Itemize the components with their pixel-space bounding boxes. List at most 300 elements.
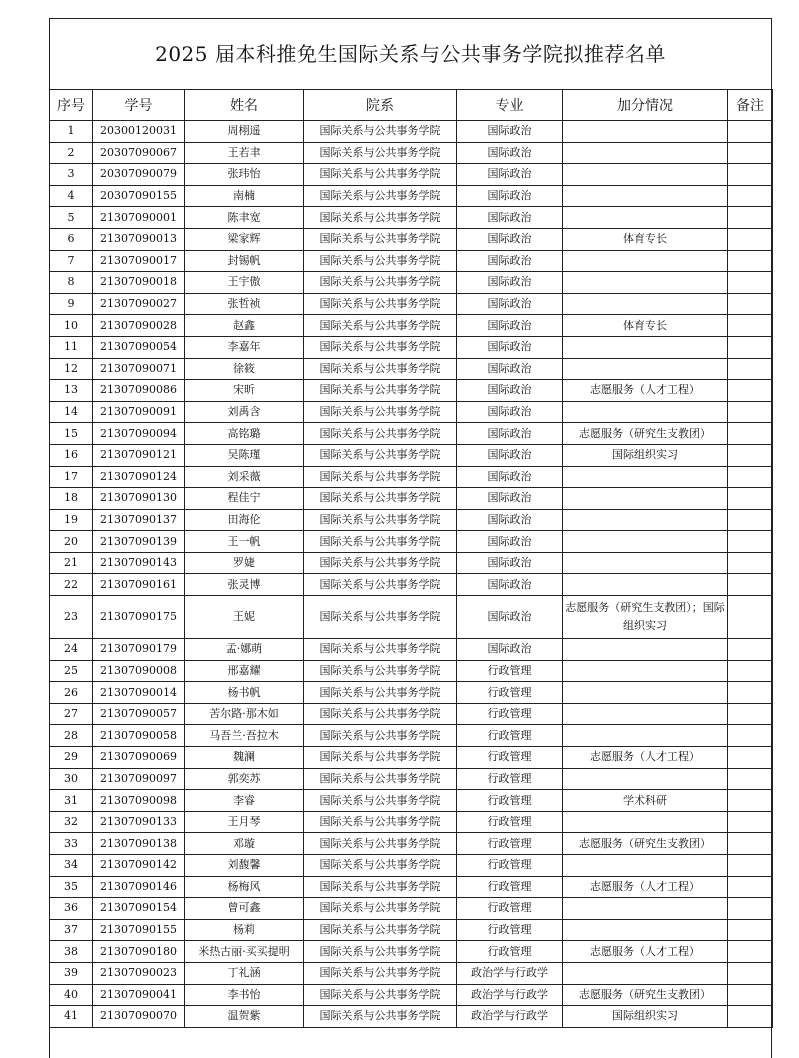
- table-row: [50, 315, 773, 337]
- remarks-cell: [728, 164, 773, 186]
- student-id-cell: 20300120031: [93, 121, 185, 143]
- student-name-cell: 程佳宁: [185, 488, 304, 510]
- remarks-cell: [728, 768, 773, 790]
- department-cell: 国际关系与公共事务学院: [304, 552, 457, 574]
- table-row: [50, 941, 773, 963]
- row-index-cell: 13: [50, 380, 93, 402]
- table-row: [50, 876, 773, 898]
- row-index-cell: 12: [50, 358, 93, 380]
- table-row: [50, 272, 773, 294]
- department-cell: 国际关系与公共事务学院: [304, 185, 457, 207]
- row-index-cell: 31: [50, 790, 93, 812]
- major-cell: 行政管理: [457, 941, 563, 963]
- table-row: [50, 747, 773, 769]
- remarks-cell: [728, 336, 773, 358]
- row-index-cell: 41: [50, 1006, 93, 1028]
- table-row: [50, 185, 773, 207]
- major-cell: 国际政治: [457, 444, 563, 466]
- student-name-cell: 罗婕: [185, 552, 304, 574]
- student-name-cell: 郭奕苏: [185, 768, 304, 790]
- student-id-cell: 21307090018: [93, 272, 185, 294]
- row-index-cell: 11: [50, 336, 93, 358]
- table-row: [50, 682, 773, 704]
- remarks-cell: [728, 1006, 773, 1028]
- student-name-cell: 刘采薇: [185, 466, 304, 488]
- table-row: [50, 1006, 773, 1028]
- bonus-cell: [563, 898, 728, 920]
- table-row: [50, 552, 773, 574]
- student-name-cell: 邢嘉耀: [185, 660, 304, 682]
- department-cell: 国际关系与公共事务学院: [304, 596, 457, 639]
- table-row: [50, 574, 773, 596]
- student-name-cell: 刘馥馨: [185, 855, 304, 877]
- student-id-cell: 21307090086: [93, 380, 185, 402]
- department-cell: 国际关系与公共事务学院: [304, 272, 457, 294]
- student-id-cell: 21307090069: [93, 747, 185, 769]
- row-index-cell: 36: [50, 898, 93, 920]
- major-cell: 国际政治: [457, 228, 563, 250]
- department-cell: 国际关系与公共事务学院: [304, 962, 457, 984]
- major-cell: 国际政治: [457, 423, 563, 445]
- table-row: [50, 855, 773, 877]
- bonus-cell: [563, 466, 728, 488]
- remarks-cell: [728, 941, 773, 963]
- major-cell: 国际政治: [457, 207, 563, 229]
- bonus-cell: [563, 185, 728, 207]
- student-id-cell: 21307090091: [93, 401, 185, 423]
- remarks-cell: [728, 293, 773, 315]
- bonus-cell: 体育专长: [563, 315, 728, 337]
- remarks-cell: [728, 639, 773, 661]
- major-cell: 国际政治: [457, 336, 563, 358]
- bonus-cell: 志愿服务（研究生支教团）: [563, 984, 728, 1006]
- student-id-cell: 21307090146: [93, 876, 185, 898]
- major-cell: 国际政治: [457, 272, 563, 294]
- student-name-cell: 杨梅风: [185, 876, 304, 898]
- department-cell: 国际关系与公共事务学院: [304, 121, 457, 143]
- row-index-cell: 33: [50, 833, 93, 855]
- bonus-cell: [563, 574, 728, 596]
- major-cell: 国际政治: [457, 488, 563, 510]
- student-id-cell: 20307090155: [93, 185, 185, 207]
- remarks-cell: [728, 984, 773, 1006]
- remarks-cell: [728, 855, 773, 877]
- remarks-cell: [728, 185, 773, 207]
- table-row: [50, 703, 773, 725]
- student-id-cell: 21307090023: [93, 962, 185, 984]
- student-id-cell: 21307090161: [93, 574, 185, 596]
- row-index-cell: 14: [50, 401, 93, 423]
- row-index-cell: 40: [50, 984, 93, 1006]
- bonus-cell: [563, 121, 728, 143]
- header-index: 序号: [50, 90, 93, 121]
- remarks-cell: [728, 488, 773, 510]
- row-index-cell: 17: [50, 466, 93, 488]
- bonus-cell: 学术科研: [563, 790, 728, 812]
- remarks-cell: [728, 401, 773, 423]
- department-cell: 国际关系与公共事务学院: [304, 164, 457, 186]
- table-row: [50, 228, 773, 250]
- major-cell: 行政管理: [457, 768, 563, 790]
- row-index-cell: 38: [50, 941, 93, 963]
- department-cell: 国际关系与公共事务学院: [304, 725, 457, 747]
- table-row: [50, 725, 773, 747]
- table-row: [50, 962, 773, 984]
- major-cell: 行政管理: [457, 898, 563, 920]
- row-index-cell: 9: [50, 293, 93, 315]
- student-name-cell: 邓璇: [185, 833, 304, 855]
- bonus-cell: [563, 336, 728, 358]
- row-index-cell: 5: [50, 207, 93, 229]
- remarks-cell: [728, 962, 773, 984]
- major-cell: 行政管理: [457, 682, 563, 704]
- department-cell: 国际关系与公共事务学院: [304, 768, 457, 790]
- bonus-cell: 体育专长: [563, 228, 728, 250]
- major-cell: 国际政治: [457, 574, 563, 596]
- table-row: [50, 293, 773, 315]
- row-index-cell: 15: [50, 423, 93, 445]
- header-bonus: 加分情况: [563, 90, 728, 121]
- department-cell: 国际关系与公共事务学院: [304, 747, 457, 769]
- row-index-cell: 28: [50, 725, 93, 747]
- bonus-cell: [563, 250, 728, 272]
- student-name-cell: 吴陈瑾: [185, 444, 304, 466]
- department-cell: 国际关系与公共事务学院: [304, 682, 457, 704]
- department-cell: 国际关系与公共事务学院: [304, 941, 457, 963]
- remarks-cell: [728, 898, 773, 920]
- table-row: [50, 768, 773, 790]
- student-id-cell: 21307090142: [93, 855, 185, 877]
- student-name-cell: 张哲祯: [185, 293, 304, 315]
- student-id-cell: 21307090057: [93, 703, 185, 725]
- department-cell: 国际关系与公共事务学院: [304, 898, 457, 920]
- remarks-cell: [728, 790, 773, 812]
- row-index-cell: 34: [50, 855, 93, 877]
- student-id-cell: 21307090138: [93, 833, 185, 855]
- bonus-cell: 国际组织实习: [563, 444, 728, 466]
- major-cell: 行政管理: [457, 725, 563, 747]
- bonus-cell: 志愿服务（研究生支教团）: [563, 423, 728, 445]
- table-row: [50, 660, 773, 682]
- bonus-cell: [563, 401, 728, 423]
- department-cell: 国际关系与公共事务学院: [304, 531, 457, 553]
- row-index-cell: 22: [50, 574, 93, 596]
- student-id-cell: 21307090097: [93, 768, 185, 790]
- recommendation-table: [49, 89, 773, 1028]
- bonus-cell: 志愿服务（人才工程）: [563, 747, 728, 769]
- bonus-cell: [563, 962, 728, 984]
- student-id-cell: 21307090054: [93, 336, 185, 358]
- table-row: [50, 401, 773, 423]
- major-cell: 行政管理: [457, 876, 563, 898]
- bonus-cell: 志愿服务（研究生支教团）；国际组织实习: [563, 596, 728, 639]
- table-row: [50, 488, 773, 510]
- row-index-cell: 30: [50, 768, 93, 790]
- row-index-cell: 20: [50, 531, 93, 553]
- bonus-cell: [563, 531, 728, 553]
- major-cell: 行政管理: [457, 660, 563, 682]
- remarks-cell: [728, 207, 773, 229]
- bonus-cell: [563, 358, 728, 380]
- student-name-cell: 李书怡: [185, 984, 304, 1006]
- table-row: [50, 207, 773, 229]
- page-title: 2025 届本科推免生国际关系与公共事务学院拟推荐名单: [50, 19, 771, 90]
- student-name-cell: 宋昕: [185, 380, 304, 402]
- row-index-cell: 25: [50, 660, 93, 682]
- student-id-cell: 21307090070: [93, 1006, 185, 1028]
- major-cell: 国际政治: [457, 380, 563, 402]
- student-id-cell: 21307090143: [93, 552, 185, 574]
- bonus-cell: [563, 919, 728, 941]
- table-row: [50, 509, 773, 531]
- department-cell: 国际关系与公共事务学院: [304, 639, 457, 661]
- bonus-cell: [563, 768, 728, 790]
- remarks-cell: [728, 315, 773, 337]
- remarks-cell: [728, 272, 773, 294]
- student-name-cell: 米热古丽·买买提明: [185, 941, 304, 963]
- remarks-cell: [728, 876, 773, 898]
- row-index-cell: 7: [50, 250, 93, 272]
- department-cell: 国际关系与公共事务学院: [304, 855, 457, 877]
- row-index-cell: 23: [50, 596, 93, 639]
- major-cell: 政治学与行政学: [457, 984, 563, 1006]
- table-row: [50, 423, 773, 445]
- student-id-cell: 21307090137: [93, 509, 185, 531]
- row-index-cell: 19: [50, 509, 93, 531]
- department-cell: 国际关系与公共事务学院: [304, 423, 457, 445]
- student-name-cell: 孟·娜萌: [185, 639, 304, 661]
- student-name-cell: 李睿: [185, 790, 304, 812]
- department-cell: 国际关系与公共事务学院: [304, 488, 457, 510]
- remarks-cell: [728, 142, 773, 164]
- department-cell: 国际关系与公共事务学院: [304, 380, 457, 402]
- bonus-cell: [563, 811, 728, 833]
- student-name-cell: 封锡帆: [185, 250, 304, 272]
- student-name-cell: 刘禹含: [185, 401, 304, 423]
- student-id-cell: 21307090154: [93, 898, 185, 920]
- student-id-cell: 21307090133: [93, 811, 185, 833]
- row-index-cell: 29: [50, 747, 93, 769]
- student-name-cell: 丁礼涵: [185, 962, 304, 984]
- row-index-cell: 32: [50, 811, 93, 833]
- department-cell: 国际关系与公共事务学院: [304, 466, 457, 488]
- bonus-cell: [563, 552, 728, 574]
- major-cell: 行政管理: [457, 833, 563, 855]
- student-name-cell: 王月琴: [185, 811, 304, 833]
- major-cell: 政治学与行政学: [457, 962, 563, 984]
- remarks-cell: [728, 574, 773, 596]
- department-cell: 国际关系与公共事务学院: [304, 207, 457, 229]
- department-cell: 国际关系与公共事务学院: [304, 444, 457, 466]
- major-cell: 国际政治: [457, 639, 563, 661]
- remarks-cell: [728, 703, 773, 725]
- student-id-cell: 21307090041: [93, 984, 185, 1006]
- major-cell: 国际政治: [457, 401, 563, 423]
- table-row: [50, 531, 773, 553]
- student-id-cell: 21307090094: [93, 423, 185, 445]
- remarks-cell: [728, 919, 773, 941]
- student-id-cell: 21307090180: [93, 941, 185, 963]
- department-cell: 国际关系与公共事务学院: [304, 876, 457, 898]
- student-id-cell: 21307090017: [93, 250, 185, 272]
- row-index-cell: 10: [50, 315, 93, 337]
- bonus-cell: [563, 293, 728, 315]
- department-cell: 国际关系与公共事务学院: [304, 919, 457, 941]
- table-row: [50, 466, 773, 488]
- student-id-cell: 21307090014: [93, 682, 185, 704]
- student-id-cell: 20307090067: [93, 142, 185, 164]
- bonus-cell: 国际组织实习: [563, 1006, 728, 1028]
- remarks-cell: [728, 121, 773, 143]
- bonus-cell: 志愿服务（人才工程）: [563, 380, 728, 402]
- major-cell: 国际政治: [457, 250, 563, 272]
- header-major: 专业: [457, 90, 563, 121]
- row-index-cell: 39: [50, 962, 93, 984]
- student-id-cell: 21307090124: [93, 466, 185, 488]
- student-id-cell: 21307090008: [93, 660, 185, 682]
- student-name-cell: 温贺紫: [185, 1006, 304, 1028]
- table-row: [50, 380, 773, 402]
- table-row: [50, 639, 773, 661]
- student-name-cell: 张玮怡: [185, 164, 304, 186]
- remarks-cell: [728, 682, 773, 704]
- major-cell: 行政管理: [457, 790, 563, 812]
- table-row: [50, 121, 773, 143]
- student-name-cell: 王一帆: [185, 531, 304, 553]
- bonus-cell: [563, 488, 728, 510]
- remarks-cell: [728, 509, 773, 531]
- row-index-cell: 1: [50, 121, 93, 143]
- student-id-cell: 21307090175: [93, 596, 185, 639]
- student-name-cell: 张灵博: [185, 574, 304, 596]
- major-cell: 行政管理: [457, 919, 563, 941]
- student-name-cell: 王妮: [185, 596, 304, 639]
- table-row: [50, 444, 773, 466]
- major-cell: 国际政治: [457, 185, 563, 207]
- major-cell: 国际政治: [457, 142, 563, 164]
- remarks-cell: [728, 423, 773, 445]
- table-row: [50, 811, 773, 833]
- major-cell: 国际政治: [457, 509, 563, 531]
- table-row: [50, 142, 773, 164]
- table-row: [50, 919, 773, 941]
- remarks-cell: [728, 747, 773, 769]
- remarks-cell: [728, 660, 773, 682]
- student-name-cell: 高铭璐: [185, 423, 304, 445]
- student-name-cell: 杨莉: [185, 919, 304, 941]
- student-id-cell: 21307090121: [93, 444, 185, 466]
- student-name-cell: 李嘉年: [185, 336, 304, 358]
- remarks-cell: [728, 250, 773, 272]
- document-frame: [49, 18, 772, 1058]
- department-cell: 国际关系与公共事务学院: [304, 790, 457, 812]
- header-remarks: 备注: [728, 90, 773, 121]
- student-id-cell: 20307090079: [93, 164, 185, 186]
- remarks-cell: [728, 466, 773, 488]
- remarks-cell: [728, 552, 773, 574]
- department-cell: 国际关系与公共事务学院: [304, 1006, 457, 1028]
- row-index-cell: 4: [50, 185, 93, 207]
- student-name-cell: 杨书帆: [185, 682, 304, 704]
- row-index-cell: 27: [50, 703, 93, 725]
- department-cell: 国际关系与公共事务学院: [304, 401, 457, 423]
- student-name-cell: 苦尔路·那木如: [185, 703, 304, 725]
- bonus-cell: 志愿服务（人才工程）: [563, 876, 728, 898]
- department-cell: 国际关系与公共事务学院: [304, 293, 457, 315]
- table-row: [50, 596, 773, 639]
- student-id-cell: 21307090139: [93, 531, 185, 553]
- student-name-cell: 周栩遥: [185, 121, 304, 143]
- department-cell: 国际关系与公共事务学院: [304, 142, 457, 164]
- major-cell: 国际政治: [457, 164, 563, 186]
- student-id-cell: 21307090155: [93, 919, 185, 941]
- remarks-cell: [728, 380, 773, 402]
- bonus-cell: [563, 682, 728, 704]
- row-index-cell: 26: [50, 682, 93, 704]
- department-cell: 国际关系与公共事务学院: [304, 574, 457, 596]
- student-id-cell: 21307090028: [93, 315, 185, 337]
- major-cell: 行政管理: [457, 747, 563, 769]
- student-id-cell: 21307090071: [93, 358, 185, 380]
- bonus-cell: [563, 142, 728, 164]
- student-id-cell: 21307090001: [93, 207, 185, 229]
- department-cell: 国际关系与公共事务学院: [304, 315, 457, 337]
- major-cell: 国际政治: [457, 596, 563, 639]
- major-cell: 国际政治: [457, 531, 563, 553]
- major-cell: 行政管理: [457, 703, 563, 725]
- student-name-cell: 王若聿: [185, 142, 304, 164]
- row-index-cell: 18: [50, 488, 93, 510]
- major-cell: 国际政治: [457, 466, 563, 488]
- bonus-cell: [563, 855, 728, 877]
- row-index-cell: 2: [50, 142, 93, 164]
- remarks-cell: [728, 444, 773, 466]
- row-index-cell: 6: [50, 228, 93, 250]
- header-name: 姓名: [185, 90, 304, 121]
- remarks-cell: [728, 358, 773, 380]
- major-cell: 行政管理: [457, 811, 563, 833]
- bonus-cell: [563, 725, 728, 747]
- table-row: [50, 833, 773, 855]
- student-name-cell: 赵鑫: [185, 315, 304, 337]
- bonus-cell: [563, 164, 728, 186]
- table-row: [50, 790, 773, 812]
- row-index-cell: 16: [50, 444, 93, 466]
- department-cell: 国际关系与公共事务学院: [304, 660, 457, 682]
- table-row: [50, 336, 773, 358]
- major-cell: 国际政治: [457, 358, 563, 380]
- row-index-cell: 3: [50, 164, 93, 186]
- table-row: [50, 358, 773, 380]
- student-name-cell: 陈聿宽: [185, 207, 304, 229]
- table-row: [50, 898, 773, 920]
- department-cell: 国际关系与公共事务学院: [304, 358, 457, 380]
- student-id-cell: 21307090058: [93, 725, 185, 747]
- student-name-cell: 魏澜: [185, 747, 304, 769]
- student-id-cell: 21307090013: [93, 228, 185, 250]
- major-cell: 国际政治: [457, 552, 563, 574]
- remarks-cell: [728, 811, 773, 833]
- row-index-cell: 8: [50, 272, 93, 294]
- bonus-cell: [563, 703, 728, 725]
- bonus-cell: [563, 660, 728, 682]
- major-cell: 行政管理: [457, 855, 563, 877]
- table-body: [50, 121, 773, 1028]
- student-name-cell: 田海伦: [185, 509, 304, 531]
- student-id-cell: 21307090027: [93, 293, 185, 315]
- bonus-cell: [563, 639, 728, 661]
- table-row: [50, 250, 773, 272]
